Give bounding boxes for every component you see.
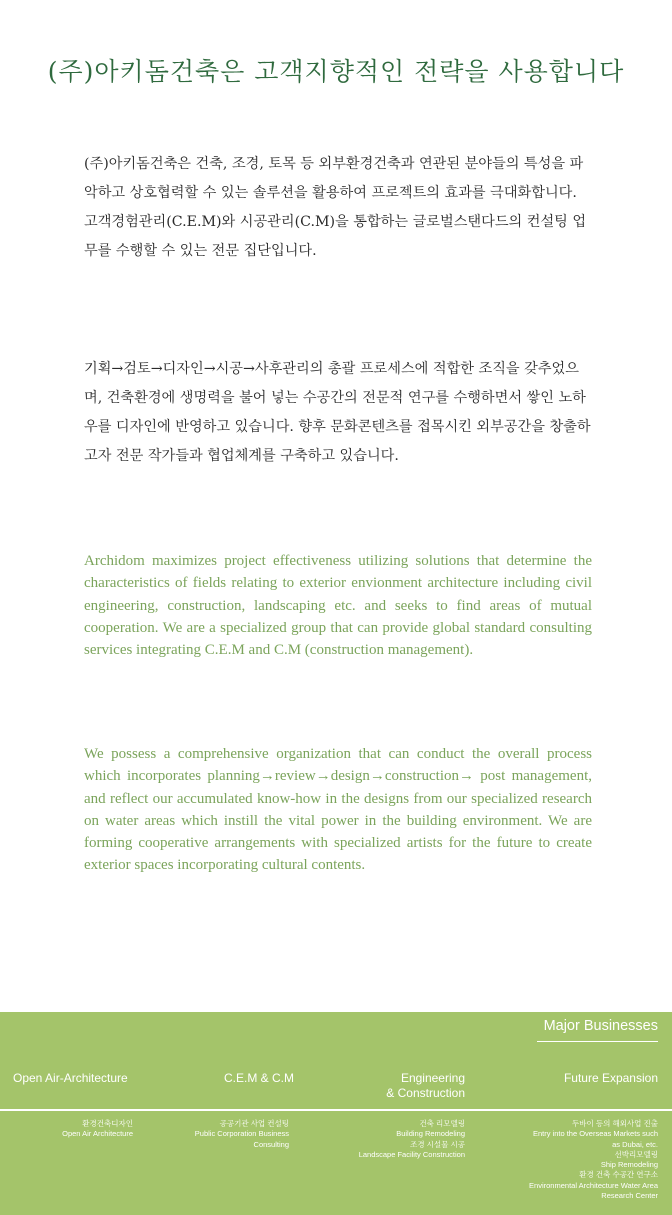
korean-paragraph-1: (주)아키돔건축은 건축, 조경, 토목 등 외부환경건축과 연관된 분야들의 특성을 파악하고 상호협력할 수 있는 솔루션을 활용하여 프로젝트의 효과를 극대화합니다. 고객경험관리(C.E.M)와 시공관리(C.M)을 통합하는 글로벌스탠다드의 컨설팅 업무를 수행할 수 있는 전문 집단입니다. [84,156,587,259]
detail-line: 환경건축디자인 [82,1119,133,1128]
business-details-future-expansion [508,1119,658,1201]
detail-line: 건축 리모델링 [419,1119,465,1128]
detail-line: 환경 건축 수공간 연구소 [579,1170,658,1180]
page-title: (주)아키돔건축은 고객지향적인 전략을 사용합니다 [47,57,625,86]
detail-line: Public Corporation Business [194,1129,289,1139]
detail-line: Consulting [253,1139,289,1149]
business-title-cem-cm[interactable]: C.E.M & C.M [224,1071,295,1085]
detail-line: Building Remodeling [396,1129,465,1139]
detail-line: Open Air Architecture [62,1129,133,1139]
business-details-engineering [315,1119,465,1160]
detail-line: as Dubai, etc. [612,1139,658,1149]
business-title-future-expansion[interactable]: Future Expansion [563,1071,658,1085]
business-title-engineering[interactable]: Engineering & Construction [386,1071,465,1100]
heading-underline [537,1041,658,1042]
detail-line: 공공기관 사업 컨설팅 [219,1119,289,1128]
detail-line: Entry into the Overseas Markets such [532,1129,658,1139]
english-paragraph-2: We possess a comprehensive organization that can conduct the overall process which incorporates planning→review→design→construction→ post management, and reflect our accumulated know-how in the designs from our specialized research on water areas which instill the vital power in the building environment. We are forming cooperative arrangements with specialized artists for the future to create exterior spaces incorporating cultural contents. [84,746,592,874]
detail-line: Landscape Facility Construction [358,1149,465,1159]
korean-paragraph-2: 기획→검토→디자인→시공→사후관리의 총괄 프로세스에 적합한 조직을 갖추었으며, 건축환경에 생명력을 불어 넣는 수공간의 전문적 연구를 수행하면서 쌓인 노하우를 디자인에 반영하고 있습니다. 향후 문화콘텐츠를 접목시킨 외부공간을 창출하고자 전문 작가들과 협업체계를 구축하고 있습니다. [84,361,591,464]
business-details-cem-cm [159,1119,289,1150]
detail-line: 조경 시설물 시공 [410,1139,465,1149]
business-title-open-air[interactable]: Open Air-Architecture [13,1071,128,1085]
detail-line: Ship Remodeling [600,1160,658,1170]
major-businesses-heading: Major Businesses [543,1018,658,1034]
detail-line: Research Center [601,1191,658,1201]
major-businesses-footer [0,1012,672,1215]
english-paragraph-1: Archidom maximizes project effectiveness utilizing solutions that determine the characteristics of fields relating to exterior envionment architecture including civil engineering, construction, landscaping etc. and seeks to find areas of mutual cooperation. We are a specialized group that can provide global standard consulting services integrating C.E.M and C.M (construction management). [84,553,592,659]
business-details-open-air [3,1119,133,1140]
detail-line: 두바이 등의 해외사업 진출 [572,1119,658,1128]
detail-line: Environmental Architecture Water Area [529,1180,658,1190]
detail-line: 선박리모델링 [614,1149,658,1159]
footer-divider [0,1109,672,1111]
